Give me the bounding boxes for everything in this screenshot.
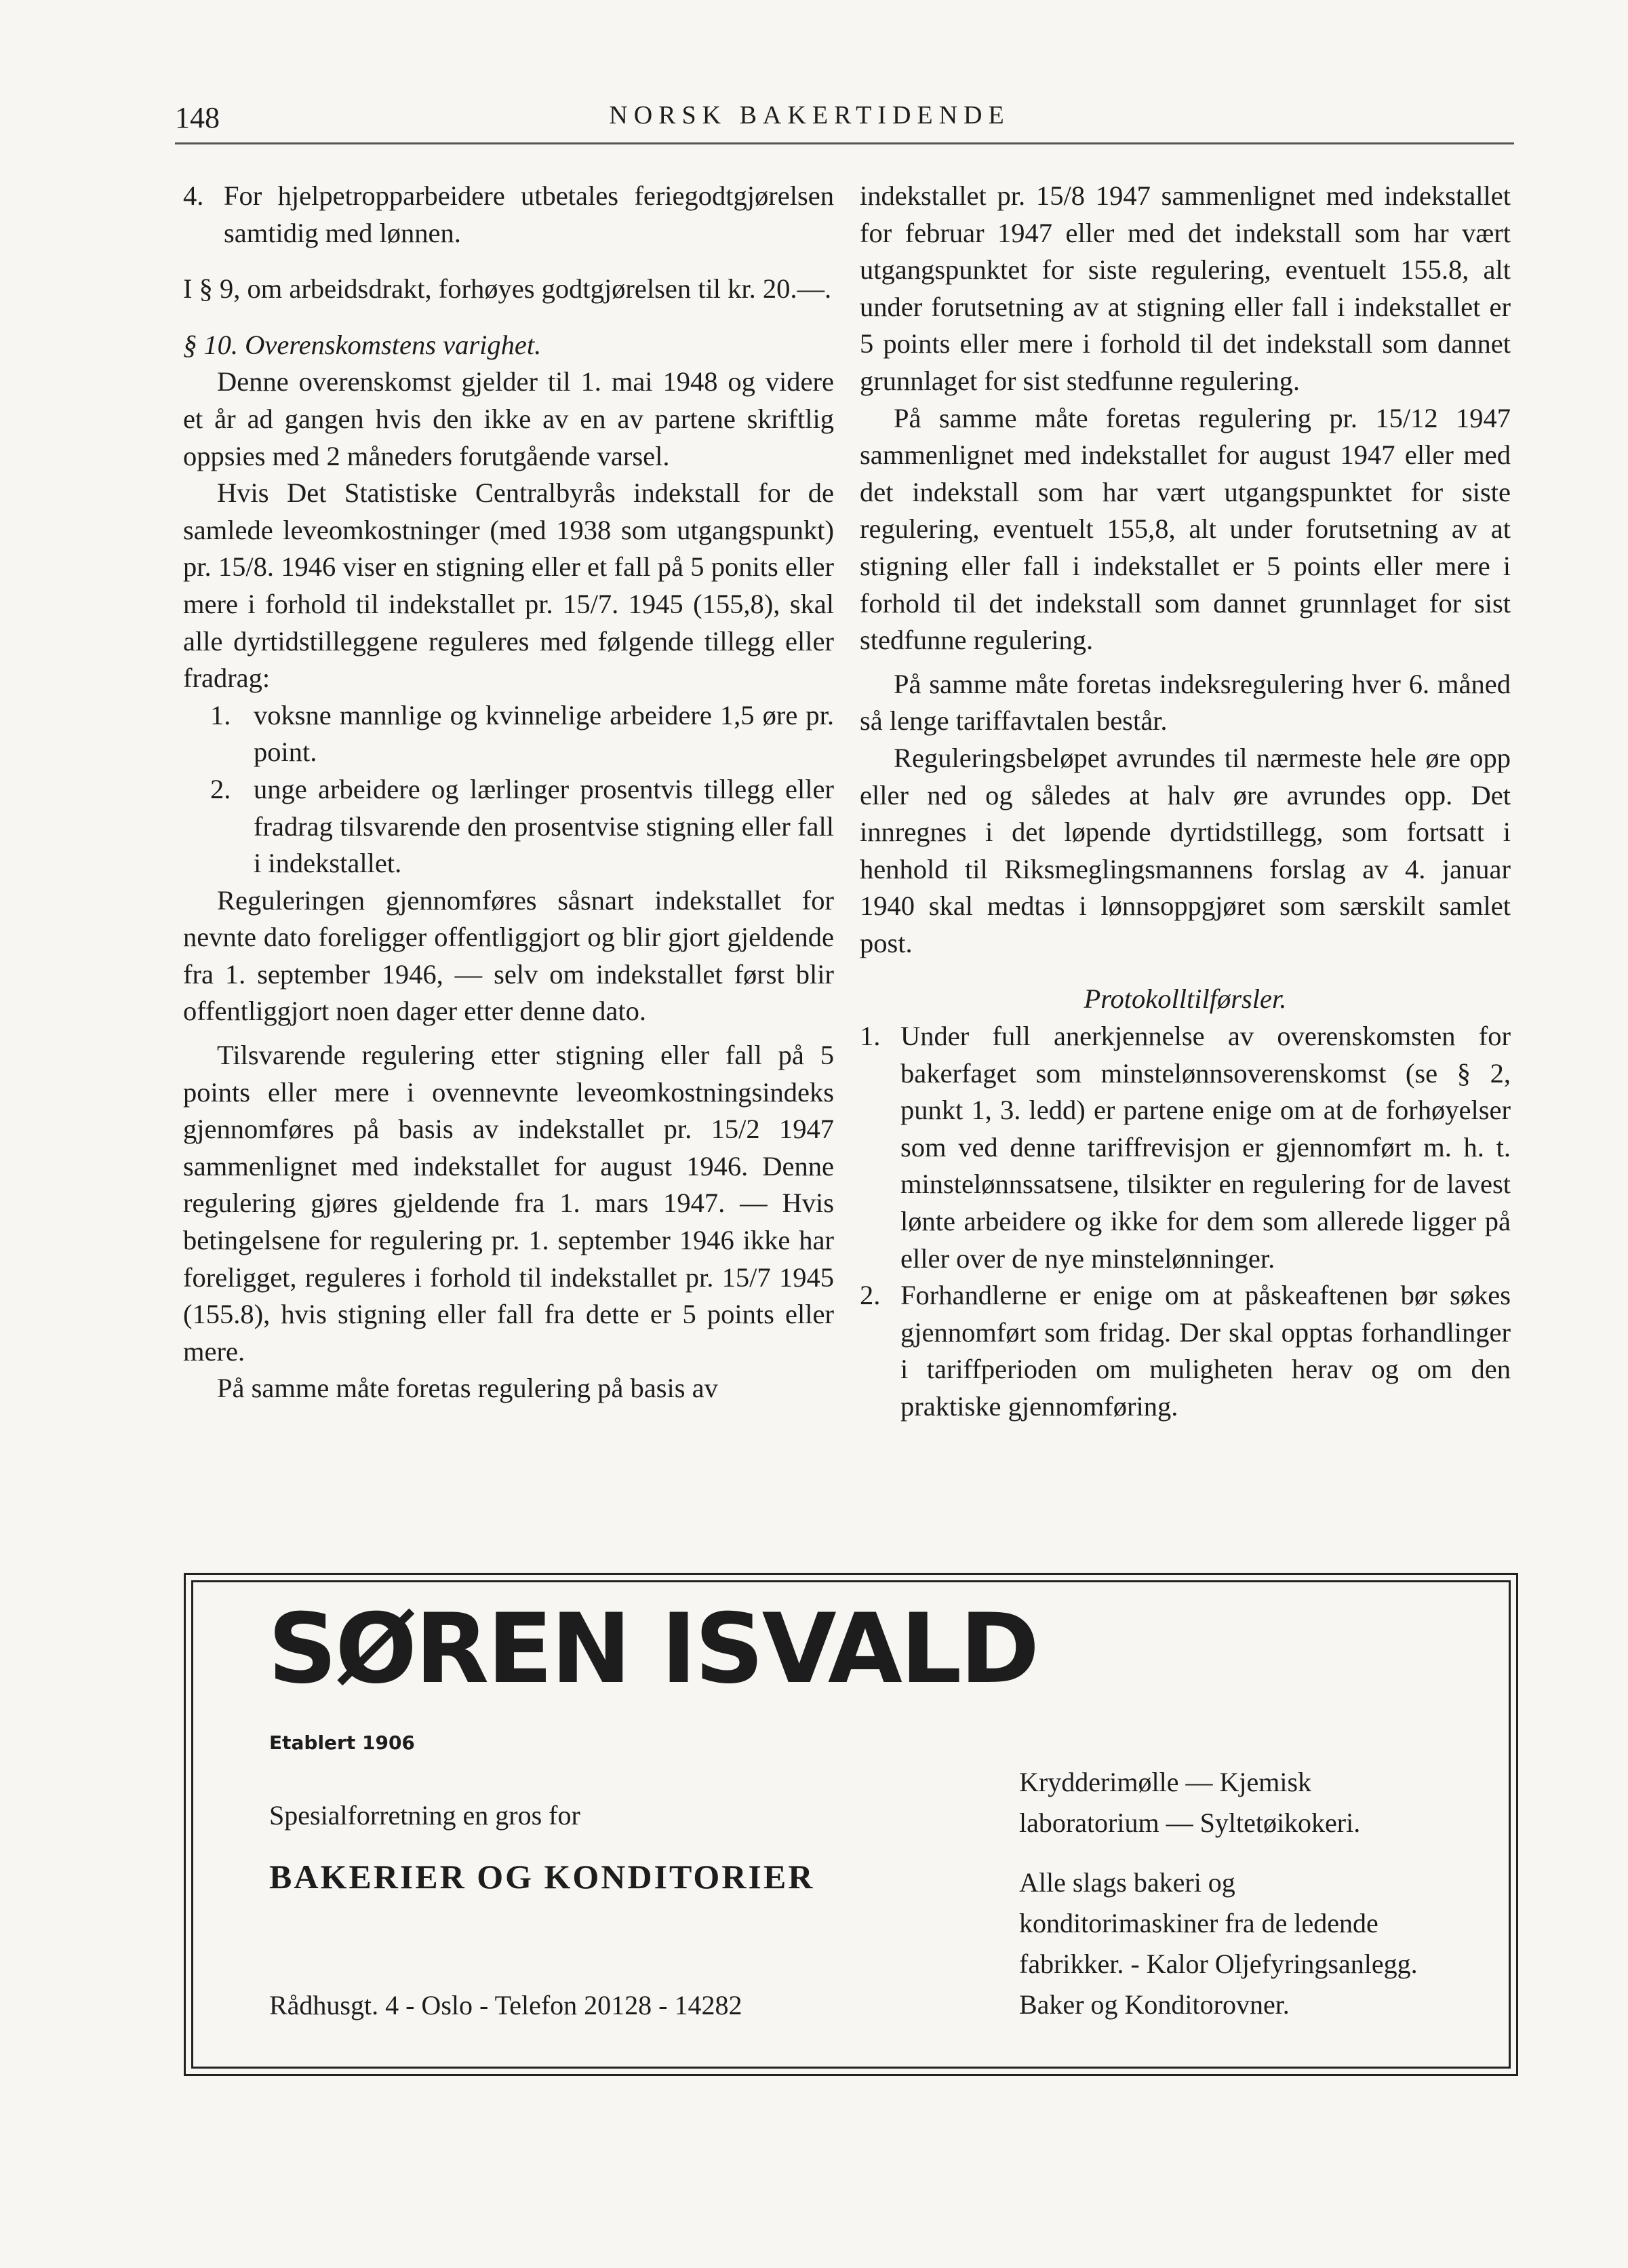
list-item	[183, 178, 834, 252]
ad-machines-text: Alle slags bakeri og konditorimaskiner fra de ledende fabrikker. - Kalor Oljefyringsanlegg. Baker og Konditorovner.	[1019, 1867, 1418, 2020]
ad-specialty: Spesialforretning en gros for	[269, 1800, 580, 1831]
paragraph: Reguleringen gjennomføres såsnart indekstallet for nevnte dato foreligger offentliggjort og blir gjort gjeldende fra 1. september 1946, — selv om indekstallet først blir offentliggjort noen dager etter denne dato.	[183, 884, 834, 1027]
journal-title: NORSK BAKERTIDENDE	[609, 101, 1010, 130]
advertisement	[191, 1580, 1511, 2069]
ad-company-name: SØREN ISVALD	[268, 1593, 1038, 1705]
page-number: 148	[175, 101, 220, 134]
item-number: 1.	[860, 1021, 881, 1052]
header-divider	[175, 142, 1514, 144]
right-column	[860, 178, 1511, 1426]
paragraph: Denne overenskomst gjelder til 1. mai 1948 og videre et år ad gangen hvis den ikke av en av partene skriftlig oppsies med 2 måneders forutgående varsel.	[183, 366, 834, 471]
item-number: 1.	[210, 699, 231, 730]
list-item	[860, 1277, 1511, 1425]
paragraph: indekstallet pr. 15/8 1947 sammenlignet med indekstallet for februar 1947 eller med det indekstall som har vært utgangspunktet for siste regulering, eventuelt 155.8, alt under forutsetning av at stigning eller fall i indekstallet er 5 points eller mere i forhold til det indekstall som dannet grunnlaget for sist stedfunne regulering.	[860, 180, 1511, 396]
paragraph-9: I § 9, om arbeidsdrakt, forhøyes godtgjørelsen til kr. 20.—.	[183, 273, 832, 305]
paragraph: Hvis Det Statistiske Centralbyrås indekstall for de samlede leveomkostninger (med 1938 som utgangspunkt) pr. 15/8. 1946 viser en stigning eller et fall på 5 ponits eller mere i forhold til indekstallet pr. 15/7. 1945 (155,8), skal alle dyrtidstilleggene reguleres med følgende tillegg eller fradrag:	[183, 477, 834, 694]
ad-address: Rådhusgt. 4 - Oslo - Telefon 20128 - 14282	[269, 1990, 742, 2020]
left-column	[183, 178, 834, 1407]
paragraph: På samme måte foretas indeksregulering hver 6. måned så lenge tariffavtalen består.	[860, 668, 1511, 737]
ad-services-text: Krydderimølle — Kjemisk laboratorium — Syltetøikokeri.	[1019, 1767, 1361, 1838]
list-item	[860, 1018, 1511, 1277]
ad-services	[1019, 1762, 1433, 2025]
page-header	[175, 100, 1444, 141]
item-text: For hjelpetropparbeidere utbetales feriegodtgjørelsen samtidig med lønnen.	[224, 180, 834, 248]
protocol-heading: Protokolltilførsler.	[1084, 983, 1287, 1015]
item-text: Forhandlerne er enige om at påskeaftenen bør søkes gjennomført som fridag. Der skal opptas forhandlinger i tariffperioden om muligheten herav og om den praktiske gjennomføring.	[900, 1280, 1511, 1422]
item-text: Under full anerkjennelse av overenskomsten for bakerfaget som minstelønnsoverenskomst (se § 2, punkt 1, 3. ledd) er partene enige om at de forhøyelser som ved denne tariffrevisjon er gjennomført m. h. t. minstelønnssatsene, tilsikter en regulering for de lavest lønte arbeidere og ikke for dem som allerede ligger på eller over de nye minstelønninger.	[900, 1021, 1511, 1274]
paragraph: Reguleringsbeløpet avrundes til nærmeste hele øre opp eller ned og således at halv øre avrundes opp. Det innregnes i det løpende dyrtidstillegg, som fortsatt i henhold til Riksmeglingsmannens forslag av 4. januar 1940 skal medtas i lønnsoppgjøret som særskilt samlet post.	[860, 742, 1511, 958]
item-number: 4.	[183, 180, 204, 211]
section-heading: § 10. Overenskomstens varighet.	[183, 329, 542, 360]
paragraph: Tilsvarende regulering etter stigning eller fall på 5 points eller mere i ovennevnte leveomkostningsindeks gjennomføres på basis av indekstallet pr. 15/2 1947 sammenlignet med indekstallet for august 1946. Denne regulering gjøres gjeldende fra 1. mars 1947. — Hvis betingelsene for regulering pr. 1. september 1946 ikke har foreligget, reguleres i forhold til indekstallet pr. 15/7 1945 (155.8), hvis stigning eller fall fra dette er 5 points eller mere.	[183, 1040, 834, 1367]
list-item	[183, 771, 834, 882]
paragraph: På samme måte foretas regulering på basis av	[217, 1373, 718, 1404]
item-text: unge arbeidere og lærlinger prosentvis tillegg eller fradrag tilsvarende den prosentvise stigning eller fall i indekstallet.	[254, 773, 834, 879]
item-text: voksne mannlige og kvinnelige arbeidere 1,5 øre pr. point.	[254, 699, 834, 768]
ad-established: Etablert 1906	[269, 1732, 415, 1754]
item-number: 2.	[210, 773, 231, 804]
item-number: 2.	[860, 1280, 881, 1311]
ad-target: BAKERIER OG KONDITORIER	[269, 1858, 815, 1896]
paragraph: På samme måte foretas regulering pr. 15/12 1947 sammenlignet med indekstallet for august 1947 eller med det indekstall som har vært utgangspunktet for siste regulering, eventuelt 155,8, alt under forutsetning av at stigning eller fall i indekstallet er 5 points eller mere i forhold til det indekstall som dannet grunnlaget for sist stedfunne regulering.	[860, 402, 1511, 656]
list-item	[183, 697, 834, 771]
